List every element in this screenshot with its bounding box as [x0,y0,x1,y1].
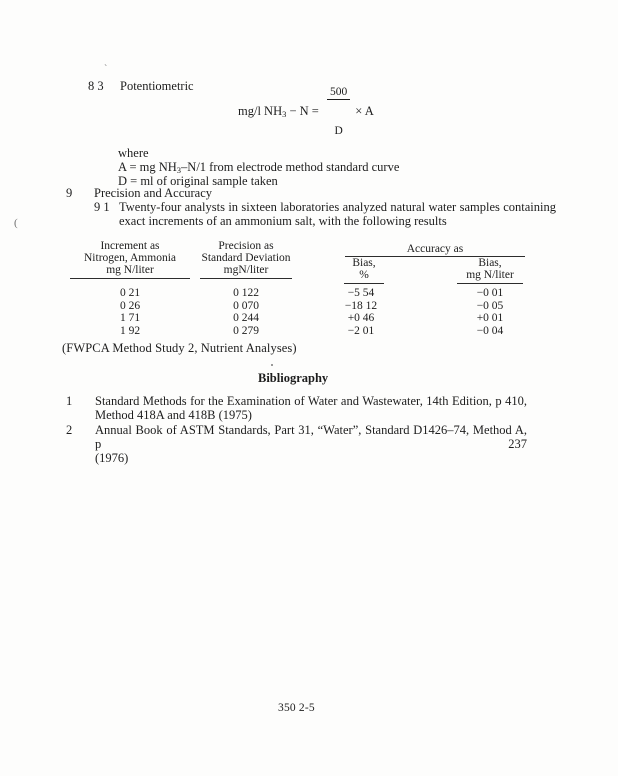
source-note: (FWPCA Method Study 2, Nutrient Analyses) [62,341,297,355]
bibliography-item-2 [95,423,527,465]
table-cell: −18 12 [344,299,378,312]
definition-a-pre: A = mg NH [118,160,177,174]
header-line: Precision as [218,240,274,252]
definition-a-post: –N/1 from electrode method standard curve [181,160,400,174]
header-line: Accuracy as [406,243,464,255]
bias-mg-column-values [460,287,520,337]
header-line: mgN/liter [223,264,269,276]
table-cell: +0 46 [347,312,375,325]
where-label: where [118,146,149,160]
table-cell: −5 54 [347,287,375,299]
table-cell: −2 01 [347,324,375,337]
bias-percent-column-values [330,287,392,337]
subsection-number: 9 1 [94,200,110,214]
formula [238,85,374,137]
section-9-heading [66,186,466,200]
section-title: Potentiometric [120,79,194,93]
formula-lhs-text: mg/l NH [238,104,283,118]
bibliography-line: Method 418A and 418B (1975) [95,408,252,422]
where-block [118,146,399,188]
header-line: Increment as [100,240,160,252]
bibliography-item-number: 2 [66,423,73,437]
header-line: mg N/liter [106,264,154,276]
table-cell: −0 05 [476,299,504,312]
bibliography-line: Annual Book of ASTM Standards, Part 31, “Water”, Standard D1426–74, Method A, p 237 [95,423,527,451]
header-line: % [359,269,369,281]
fraction-denominator: D [334,124,343,137]
page-number: 350 2-5 [278,702,315,714]
header-line: Bias, [478,257,502,269]
stray-mark-top: ` [104,64,108,75]
table-cell: 0 26 [119,299,141,312]
table-cell: 0 244 [233,312,259,325]
formula-rhs: × A [355,104,374,118]
table-cell: +0 01 [476,312,504,325]
increment-column-header [70,240,190,279]
header-line: Nitrogen, Ammonia [84,252,176,264]
stray-dot [271,364,273,366]
section-title: Precision and Accuracy [94,186,213,200]
precision-column-values [200,287,292,337]
bibliography-item-1 [95,394,527,422]
section-9-1-paragraph [119,200,556,228]
definition-a [118,160,399,174]
formula-subscript: 3 [282,109,287,119]
section-number: 8 3 [88,79,104,93]
bias-mg-header [457,257,523,284]
header-line: Standard Deviation [201,252,291,264]
table-cell: 0 21 [119,287,141,299]
bibliography-title: Bibliography [258,371,329,385]
table-cell: 0 122 [233,287,259,299]
section-number: 9 [66,186,73,200]
header-line: mg N/liter [466,269,514,281]
bibliography-line: (1976) [95,451,129,465]
definition-d: D = ml of original sample taken [118,174,278,188]
table-cell: −0 04 [476,324,504,337]
accuracy-group-header [345,243,525,257]
precision-column-header [200,240,292,279]
bibliography-item-number: 1 [66,394,73,408]
formula-equals: − N = [286,104,322,118]
increment-column-values [70,287,190,337]
fraction-numerator: 500 [327,86,350,100]
definition-a-subscript: 3 [176,165,182,175]
header-line: Bias, [352,257,376,269]
table-cell: 0 070 [233,299,259,312]
bias-percent-header [344,257,384,284]
stray-mark-left: ( [14,217,18,229]
paragraph-line: Twenty-four analysts in sixteen laboratories analyzed natural water samples containing [119,200,556,214]
formula-lhs [238,104,322,118]
table-cell: 1 71 [119,312,141,325]
bibliography-line: Standard Methods for the Examination of Water and Wastewater, 14th Edition, p 410, [95,394,527,408]
table-cell: 0 279 [233,324,259,337]
paragraph-line: exact increments of an ammonium salt, with the following results [119,214,447,228]
table-cell: 1 92 [119,324,141,337]
table-cell: −0 01 [476,287,504,299]
